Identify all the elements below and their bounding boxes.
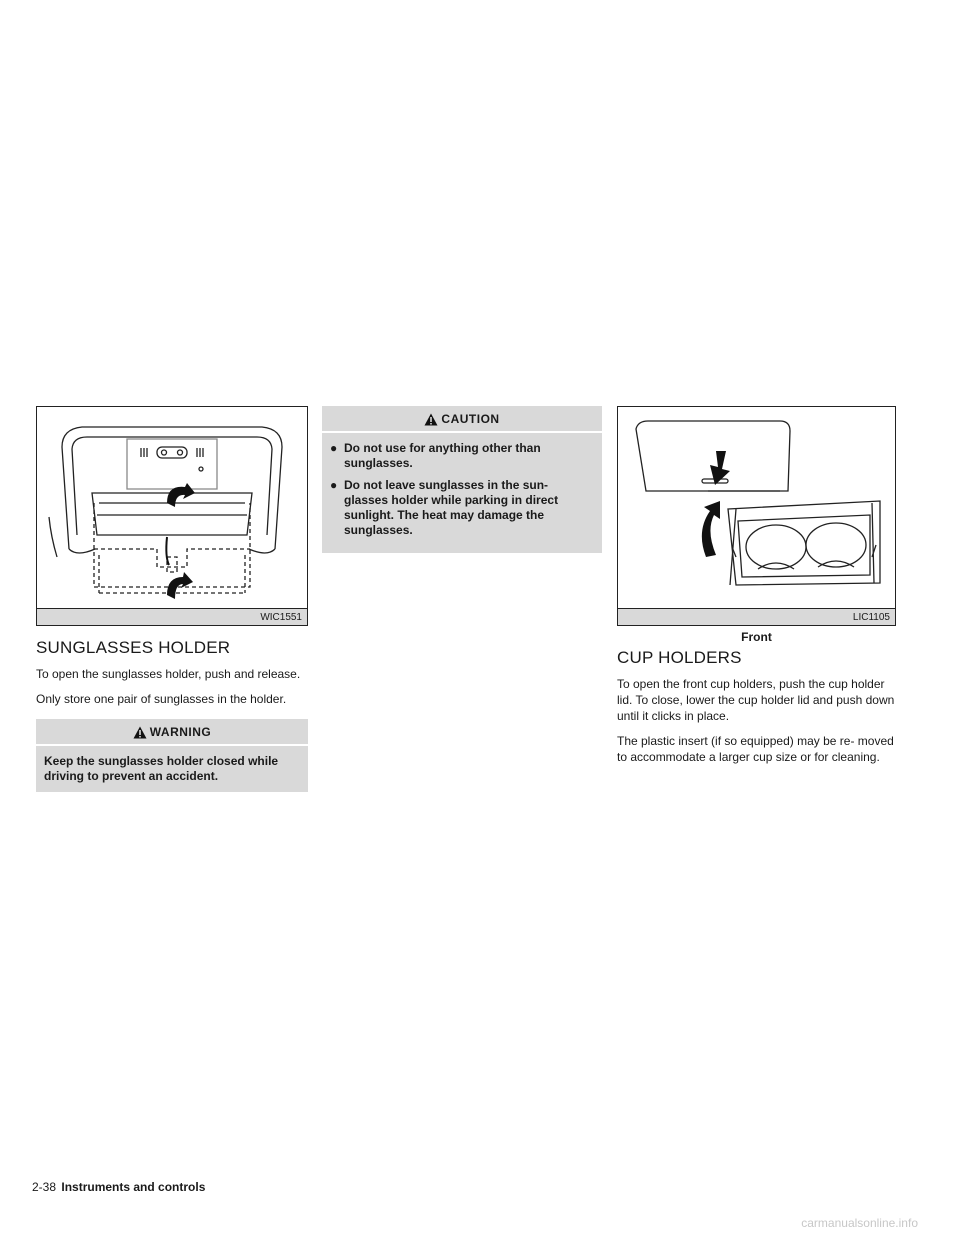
list-item: ● Do not use for anything other than sunglasses. bbox=[330, 441, 541, 470]
watermark: carmanualsonline.info bbox=[801, 1216, 918, 1230]
right-column bbox=[617, 406, 896, 774]
caution-triangle-icon bbox=[424, 413, 438, 426]
list-item: ● Do not leave sunglasses in the sun- glasses holder while parking in direct sunlight. The heat may damage the sunglasses. bbox=[330, 478, 559, 537]
cup-holders-figure bbox=[617, 406, 896, 626]
paragraph: To open the sunglasses holder, push and release. bbox=[36, 667, 301, 681]
sunglasses-holder-figure bbox=[36, 406, 308, 626]
left-column bbox=[36, 406, 308, 792]
figure-code: WIC1551 bbox=[37, 608, 307, 625]
figure-code: LIC1105 bbox=[618, 608, 895, 625]
bullet: ● bbox=[330, 441, 338, 455]
warning-triangle-icon bbox=[133, 726, 147, 739]
section-name: Instruments and controls bbox=[61, 1180, 206, 1194]
cup-holders-illustration bbox=[618, 407, 895, 609]
paragraph: Only store one pair of sunglasses in the holder. bbox=[36, 692, 287, 706]
page-number: 2-38 bbox=[32, 1180, 57, 1194]
paragraph: To open the front cup holders, push the cup holder lid. To close, lower the cup holder lid and push down until it clicks in place. bbox=[617, 677, 895, 723]
caution-box bbox=[322, 406, 602, 553]
warning-title: WARNING bbox=[149, 725, 212, 739]
warning-box bbox=[36, 719, 308, 792]
sunglasses-holder-illustration bbox=[37, 407, 307, 609]
caution-header bbox=[322, 406, 602, 433]
page-footer bbox=[32, 1180, 205, 1194]
figure-caption: Front bbox=[741, 630, 772, 644]
warning-text: Keep the sunglasses holder closed while driving to prevent an accident. bbox=[44, 754, 279, 783]
caution-list bbox=[330, 441, 594, 538]
section-heading: SUNGLASSES HOLDER bbox=[36, 638, 231, 657]
caution-title: CAUTION bbox=[441, 412, 500, 426]
bullet: ● bbox=[330, 478, 338, 492]
paragraph: The plastic insert (if so equipped) may be re- moved to accommodate a larger cup size or for cleaning. bbox=[617, 734, 894, 764]
middle-column bbox=[322, 406, 602, 553]
warning-header bbox=[36, 719, 308, 746]
section-heading: CUP HOLDERS bbox=[617, 648, 742, 667]
